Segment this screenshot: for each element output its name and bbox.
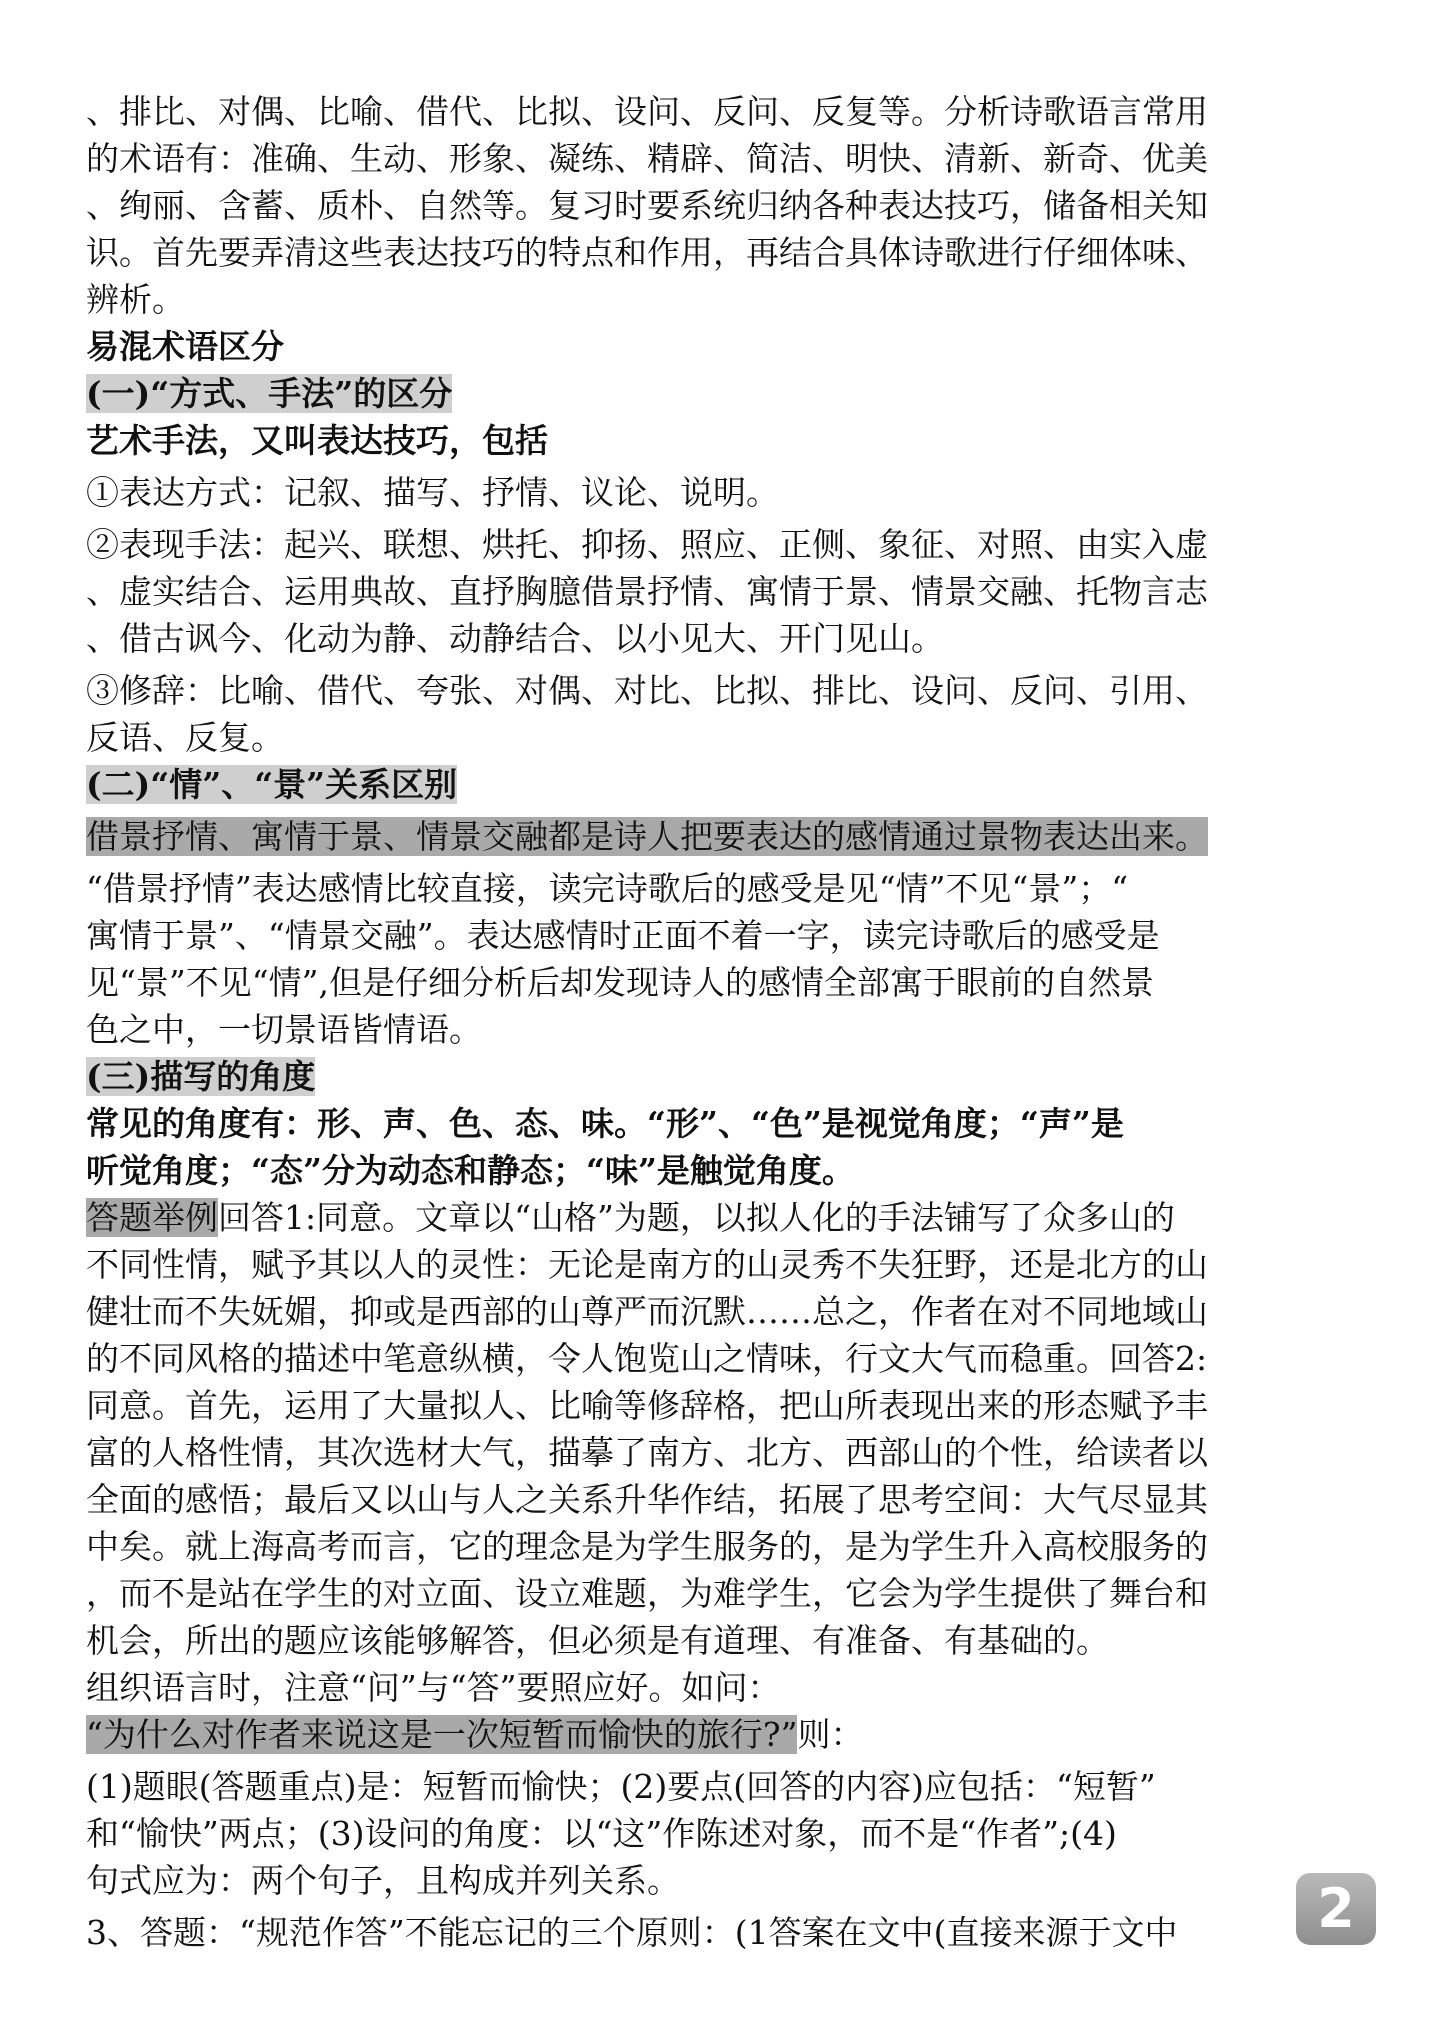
intro-line: 、排比、对偶、比喻、借代、比拟、设问、反问、反复等。分析诗歌语言常用 — [86, 92, 1208, 131]
example-first-line — [86, 1194, 1346, 1241]
page-content — [86, 88, 1346, 1956]
intro-line: 识。首先要弄清这些表达技巧的特点和作用，再结合具体诗歌进行仔细体味、 — [86, 233, 1208, 272]
section1-title-line — [86, 370, 1346, 417]
section2-title: (二)“情”、“景”关系区别 — [86, 765, 458, 804]
example-line: 富的人格性情，其次选材大气，描摹了南方、北方、西部山的个性，给读者以 — [86, 1433, 1208, 1472]
section2-body-line: 寓情于景”、“情景交融”。表达感情时正面不着一字，读完诗歌后的感受是 — [86, 916, 1160, 955]
expression-modes-item: ①表达方式：记叙、描写、抒情、议论、说明。 — [86, 473, 779, 512]
question-highlight: “为什么对作者来说这是一次短暂而愉快的旅行?” — [86, 1715, 798, 1754]
example-line: 不同性情，赋予其以人的灵性：无论是南方的山灵秀不失狂野，还是北方的山 — [86, 1245, 1208, 1284]
points-line: 和“愉快”两点；(3)设问的角度：以“这”作陈述对象，而不是“作者”;(4) — [86, 1814, 1117, 1853]
section2-body-line: “借景抒情”表达感情比较直接，读完诗歌后的感受是见“情”不见“景”；“ — [86, 869, 1129, 908]
question-line — [86, 1711, 1346, 1758]
section1-subtitle: 艺术手法，又叫表达技巧，包括 — [86, 421, 548, 460]
section3-title: (三)描写的角度 — [86, 1057, 316, 1096]
example-line: 机会，所出的题应该能够解答，但必须是有道理、有准备、有基础的。 — [86, 1621, 1109, 1660]
organize-intro: 组织语言时，注意“问”与“答”要照应好。如问： — [86, 1668, 781, 1707]
section3-bold-line: 常见的角度有：形、声、色、态、味。“形”、“色”是视觉角度；“声”是 — [86, 1104, 1124, 1143]
expression-techniques-item: 、虚实结合、运用典故、直抒胸臆借景抒情、寓情于景、情景交融、托物言志 — [86, 572, 1208, 611]
section2-body-line: 色之中，一切景语皆情语。 — [86, 1010, 482, 1049]
example-first-text: 回答1:同意。文章以“山格”为题，以拟人化的手法铺写了众多山的 — [218, 1198, 1175, 1237]
page-number-badge: 2 — [1296, 1873, 1376, 1945]
example-line: 中矣。就上海高考而言，它的理念是为学生服务的，是为学生升入高校服务的 — [86, 1527, 1208, 1566]
points-line: (1)题眼(答题重点)是：短暂而愉快；(2)要点(回答的内容)应包括：“短暂” — [86, 1767, 1156, 1806]
example-line: 全面的感悟；最后又以山与人之关系升华作结，拓展了思考空间：大气尽显其 — [86, 1480, 1208, 1519]
section2-highlight-line — [86, 813, 1346, 860]
example-line: 健壮而不失妩媚，抑或是西部的山尊严而沉默……总之，作者在对不同地域山 — [86, 1292, 1208, 1331]
section2-title-line — [86, 761, 1346, 808]
rhetoric-item: ③修辞：比喻、借代、夸张、对偶、对比、比拟、排比、设问、反问、引用、 — [86, 671, 1208, 710]
intro-line: 的术语有：准确、生动、形象、凝练、精辟、简洁、明快、清新、新奇、优美 — [86, 139, 1208, 178]
final-line: 3、答题：“规范作答”不能忘记的三个原则：(1答案在文中(直接来源于文中 — [86, 1913, 1178, 1952]
intro-line: 、绚丽、含蓄、质朴、自然等。复习时要系统归纳各种表达技巧，储备相关知 — [86, 186, 1208, 225]
section2-body-line: 见“景”不见“情”,但是仔细分析后却发现诗人的感情全部寓于眼前的自然景 — [86, 963, 1154, 1002]
section3-bold-line: 听觉角度；“态”分为动态和静态；“味”是触觉角度。 — [86, 1151, 855, 1190]
rhetoric-item: 反语、反复。 — [86, 718, 284, 757]
example-label: 答题举例 — [86, 1198, 218, 1237]
section1-title: (一)“方式、手法”的区分 — [86, 374, 453, 413]
section2-highlight: 借景抒情、寓情于景、情景交融都是诗人把要表达的感情通过景物表达出来。 — [86, 817, 1208, 856]
example-line: ，而不是站在学生的对立面、设立难题，为难学生，它会为学生提供了舞台和 — [86, 1574, 1208, 1613]
points-line: 句式应为：两个句子，且构成并列关系。 — [86, 1861, 680, 1900]
example-line: 同意。首先，运用了大量拟人、比喻等修辞格，把山所表现出来的形态赋予丰 — [86, 1386, 1208, 1425]
question-tail: 则： — [797, 1715, 864, 1754]
expression-techniques-item: 、借古讽今、化动为静、动静结合、以小见大、开门见山。 — [86, 619, 944, 658]
intro-line: 辨析。 — [86, 280, 185, 319]
expression-techniques-item: ②表现手法：起兴、联想、烘托、抑扬、照应、正侧、象征、对照、由实入虚 — [86, 525, 1208, 564]
section3-title-line — [86, 1053, 1346, 1100]
example-line: 的不同风格的描述中笔意纵横，令人饱览山之情味，行文大气而稳重。回答2: — [86, 1339, 1208, 1378]
main-heading: 易混术语区分 — [86, 327, 284, 366]
